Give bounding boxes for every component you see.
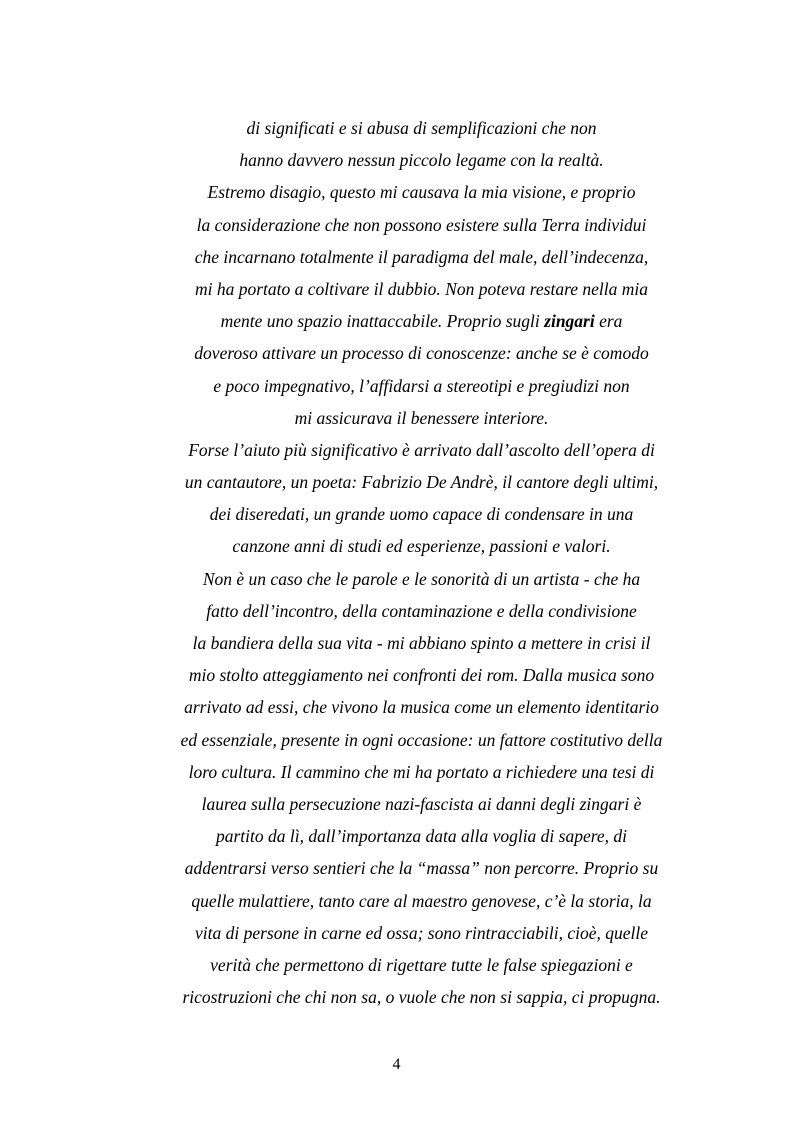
text-line: laurea sulla persecuzione nazi-fascista ai danni degli zingari è	[201, 793, 642, 814]
text-line-with-emphasis	[150, 305, 693, 337]
text-line: doveroso attivare un processo di conoscenze: anche se è comodo	[194, 343, 649, 364]
text-line: di significati e si abusa di semplificazioni che non	[246, 118, 597, 138]
text-line: mio stolto atteggiamento nei confronti dei rom. Dalla musica sono	[188, 665, 655, 686]
text-line: la considerazione che non possono esistere sulla Terra individui	[196, 214, 647, 235]
text-line: Estremo disagio, questo mi causava la mia visione, e proprio	[207, 182, 636, 203]
text-line: e poco impegnativo, l’affidarsi a stereotipi e pregiudizi non	[213, 375, 630, 396]
bold-term: zingari	[544, 311, 595, 332]
page-number: 4	[392, 1056, 401, 1073]
text-line: la bandiera della sua vita - mi abbiano spinto a mettere in crisi il	[192, 633, 651, 653]
text-line: ricostruzioni che chi non sa, o vuole che non si sappia, ci propugna.	[182, 987, 661, 1008]
text-line: ed essenziale, presente in ogni occasione: un fattore costitutivo della	[180, 729, 663, 750]
body-text	[150, 112, 693, 1013]
text-line: Forse l’aiuto più significativo è arrivato dall’ascolto dell’opera di	[188, 439, 655, 460]
text-line: quelle mulattiere, tanto care al maestro genovese, c’è la storia, la	[191, 890, 652, 911]
text-line: partito da lì, dall’importanza data alla voglia di sapere, di	[215, 826, 628, 847]
text-line: mi ha portato a coltivare il dubbio. Non poteva restare nella mia	[194, 278, 648, 299]
text-line: canzone anni di studi ed esperienze, passioni e valori.	[232, 536, 611, 557]
text-line: loro cultura. Il cammino che mi ha portato a richiedere una tesi di	[188, 761, 655, 782]
text-segment: mente uno spazio inattaccabile. Proprio sugli	[220, 311, 545, 332]
text-segment: era	[594, 311, 623, 332]
text-line: che incarnano totalmente il paradigma del male, dell’indecenza,	[194, 246, 649, 267]
text-line: arrivato ad essi, che vivono la musica come un elemento identitario	[184, 697, 659, 718]
text-line: hanno davvero nessun piccolo legame con la realtà.	[239, 150, 604, 171]
text-line: Non è un caso che le parole e le sonorità di un artista - che ha	[202, 568, 641, 589]
text-line: mi assicurava il benessere interiore.	[294, 407, 549, 428]
text-line: dei diseredati, un grande uomo capace di condensare in una	[209, 504, 634, 525]
text-line: addentrarsi verso sentieri che la “massa” non percorre. Proprio su	[184, 858, 659, 879]
text-line: vita di persone in carne ed ossa; sono rintracciabili, cioè, quelle	[195, 922, 648, 943]
text-line: verità che permettono di rigettare tutte le false spiegazioni e	[210, 954, 633, 975]
text-line: fatto dell’incontro, della contaminazione e della condivisione	[206, 600, 637, 621]
text-line: un cantautore, un poeta: Fabrizio De Andrè, il cantore degli ultimi,	[184, 472, 659, 493]
